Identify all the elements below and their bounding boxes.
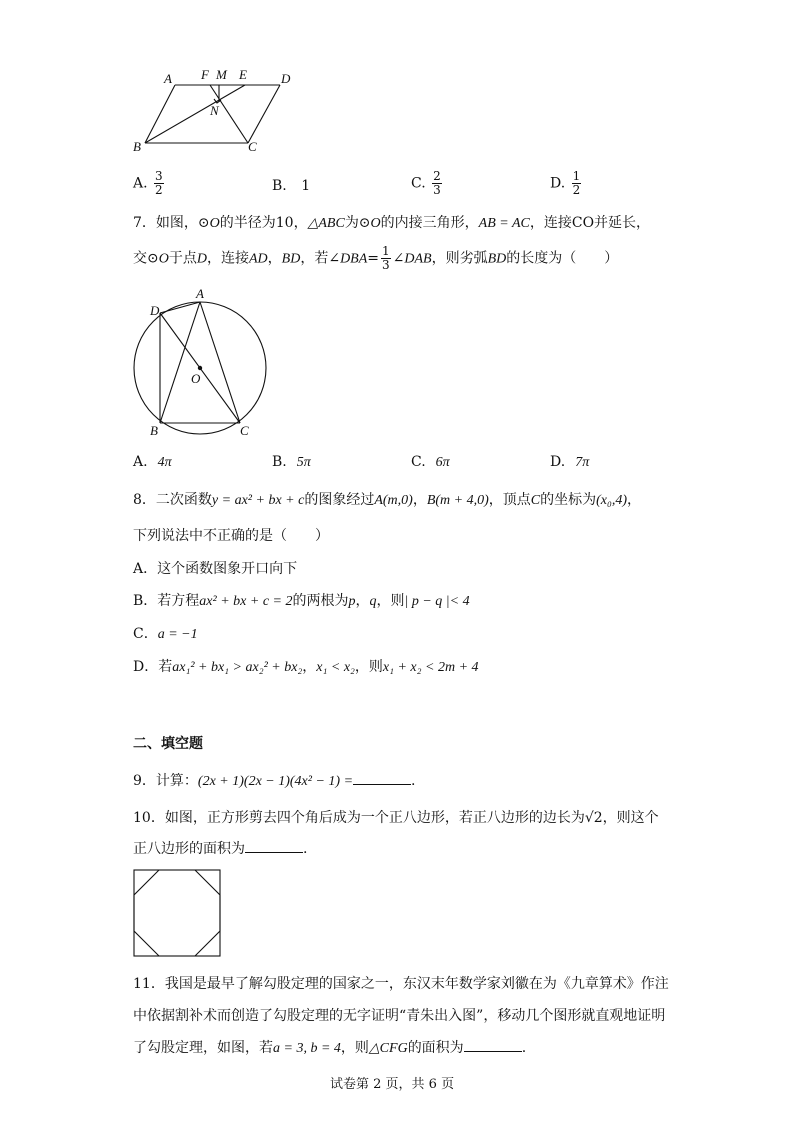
fraction: $\frac{1}{2}$ (572, 169, 581, 197)
q11-line-3: 了勾股定理，如图，若a = 3, b = 4，则△CFG的面积为 . (133, 1040, 527, 1056)
answer-blank[interactable] (464, 1039, 522, 1052)
q8-option-b: B．若方程ax² + bx + c = 2的两根为p，q，则| p − q |< 4 (133, 593, 470, 609)
q8-line-2: 下列说法中不正确的是（ ） (133, 528, 329, 544)
q10-line-2: 正八边形的面积为 . (133, 841, 308, 857)
q8-option-c: C．a = −1 (133, 626, 198, 642)
q6-option-a (133, 170, 166, 197)
q7-option-a: A. 4π (133, 454, 172, 470)
option-label: A. (133, 175, 148, 192)
octagon-figure (132, 868, 224, 960)
label-f: F (201, 67, 209, 82)
q8-line-1: 8．二次函数y = ax² + bx + c的图象经过A(m,0)，B(m + 4,0)，顶点C的坐标为(x₀,4)， (133, 492, 642, 508)
q11-line-1: 11．我国是最早了解勾股定理的国家之一，东汉末年数学家刘徽在为《九章算术》作注 (133, 976, 669, 992)
option-label: C. (411, 175, 426, 192)
answer-blank[interactable] (245, 840, 303, 853)
q6-option-c (411, 170, 444, 197)
q10-line-1: 10．如图，正方形剪去四个角后成为一个正八边形，若正八边形的边长为√2，则这个 (133, 810, 659, 826)
page-footer: 试卷第 2 页，共 6 页 (330, 1077, 455, 1092)
option-label: D. (550, 175, 566, 192)
label-a: A (164, 71, 172, 86)
label-b: B (133, 139, 141, 154)
label-d: D (281, 71, 291, 86)
label-o: O (191, 371, 201, 386)
q6-option-d (550, 170, 583, 197)
option-label: B. (272, 178, 287, 194)
q7-line-2: 交⊙O于点D，连接AD，BD，若∠DBA= $\frac{1}{3}$ ∠DAB，则劣弧BD的长度为（ ） (133, 244, 619, 272)
q7-option-b: B. 5π (272, 454, 311, 470)
q7-line-1: 7．如图，⊙O的半径为10，△ABC为⊙O的内接三角形，AB = AC，连接CO并延长， (133, 215, 651, 231)
q8-option-d: D．若ax₁² + bx₁ > ax₂² + bx₂，x₁ < x₂，则x₁ + x₂ < 2m + 4 (133, 659, 479, 675)
label-b: B (150, 423, 158, 438)
section-heading: 二、填空题 (133, 736, 203, 752)
q6-option-b (272, 178, 310, 194)
q7-option-d: D. 7π (550, 454, 590, 470)
label-m: M (216, 67, 227, 82)
option-value: 1 (301, 178, 311, 194)
parallelogram-figure (130, 65, 305, 155)
label-a: A (196, 286, 204, 301)
label-e: E (239, 67, 247, 82)
circle-figure (130, 283, 275, 438)
q7-option-c: C. 6π (411, 454, 450, 470)
q11-line-2: 中依据割补术而创造了勾股定理的无字证明“青朱出入图”，移动几个图形就直观地证明 (133, 1008, 666, 1024)
label-d: D (150, 303, 160, 318)
fraction: $\frac{3}{2}$ (155, 169, 163, 197)
fraction: $\frac{2}{3}$ (433, 169, 441, 197)
label-c: C (248, 139, 257, 154)
q8-option-a: A．这个函数图象开口向下 (133, 561, 298, 577)
label-n: N (210, 103, 219, 118)
q9-line: 9．计算：(2x + 1)(2x − 1)(4x² − 1) = . (133, 773, 416, 789)
answer-blank[interactable] (353, 772, 411, 785)
fraction: $\frac{1}{3}$ (382, 244, 390, 272)
label-c: C (240, 423, 249, 438)
